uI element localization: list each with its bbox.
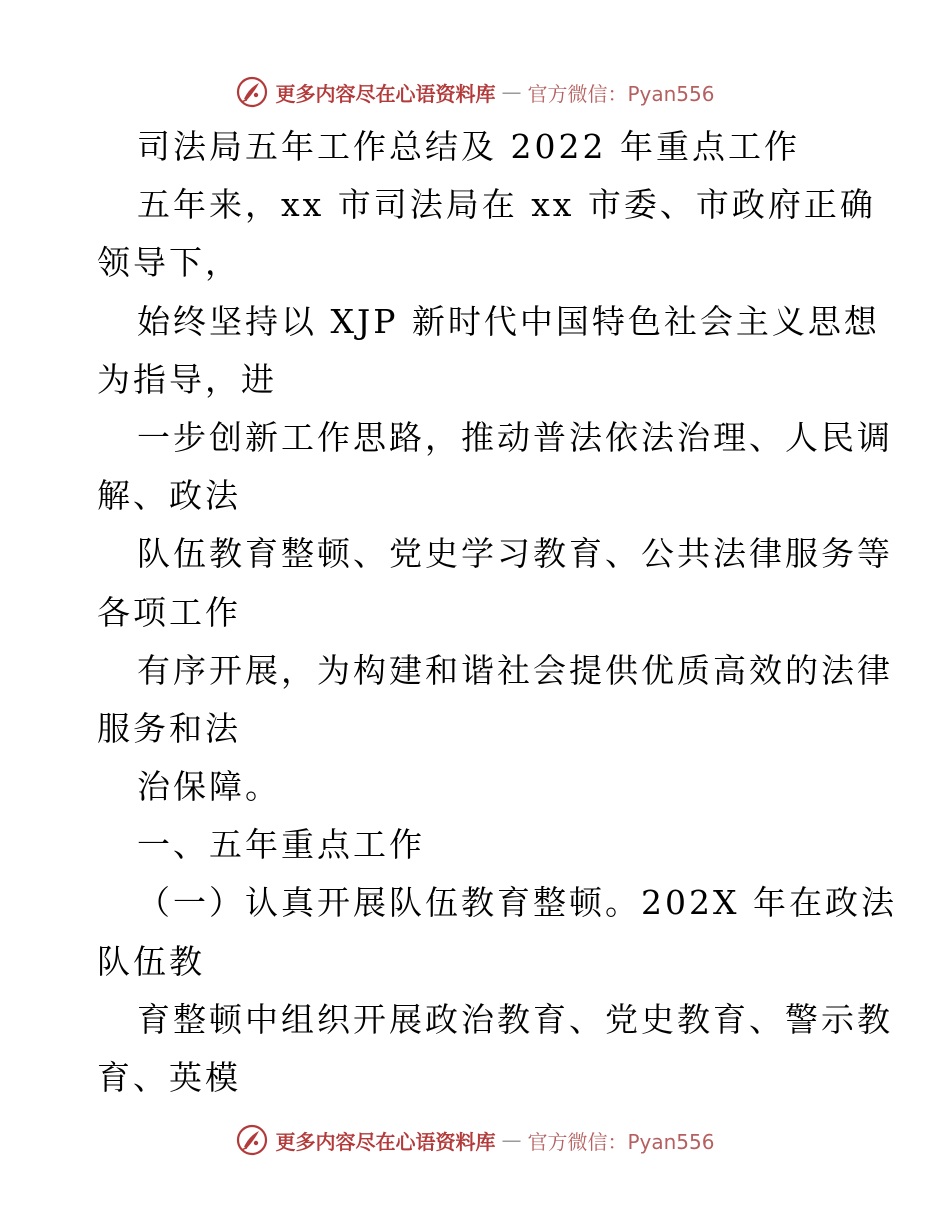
text-line: 服务和法 (97, 708, 241, 748)
text-line: 各项工作 (97, 592, 241, 632)
watermark-dash: — (501, 1128, 522, 1152)
document-body (97, 118, 897, 1107)
text-line: 一步创新工作思路，推动普法依法治理、人民调 (137, 417, 893, 457)
text-line: 为指导，进 (97, 359, 277, 399)
section-heading: 一、五年重点工作 (137, 825, 425, 865)
text-line: 解、政法 (97, 476, 241, 516)
document-title: 司法局五年工作总结及 2022 年重点工作 (137, 127, 800, 166)
watermark-dash: — (501, 80, 522, 104)
text-line: 队伍教 (97, 941, 205, 981)
brush-logo-icon (235, 1123, 269, 1157)
watermark-contact: 官方微信：Pyan556 (527, 1129, 715, 1154)
watermark-title: 更多内容尽在心语资料库 (275, 81, 496, 106)
text-line: 育整顿中组织开展政治教育、党史教育、警示教 (137, 999, 893, 1039)
watermark-title: 更多内容尽在心语资料库 (275, 1129, 496, 1154)
text-line: 育、英模 (97, 1058, 241, 1097)
watermark-contact: 官方微信：Pyan556 (527, 81, 715, 106)
text-line: 治保障。 (137, 767, 281, 807)
text-line: 领导下， (97, 243, 241, 283)
text-line: 五年来，xx 市司法局在 xx 市委、市政府正确 (137, 185, 876, 225)
brush-logo-icon (235, 75, 269, 109)
subsection-heading: （一）认真开展队伍教育整顿。202X 年在政法 (137, 883, 897, 923)
watermark-header (0, 72, 950, 112)
text-line: 始终坚持以 XJP 新时代中国特色社会主义思想 (137, 301, 880, 341)
text-line: 有序开展，为构建和谐社会提供优质高效的法律 (137, 650, 893, 690)
text-line: 队伍教育整顿、党史学习教育、公共法律服务等 (137, 534, 893, 574)
watermark-footer (0, 1120, 950, 1160)
